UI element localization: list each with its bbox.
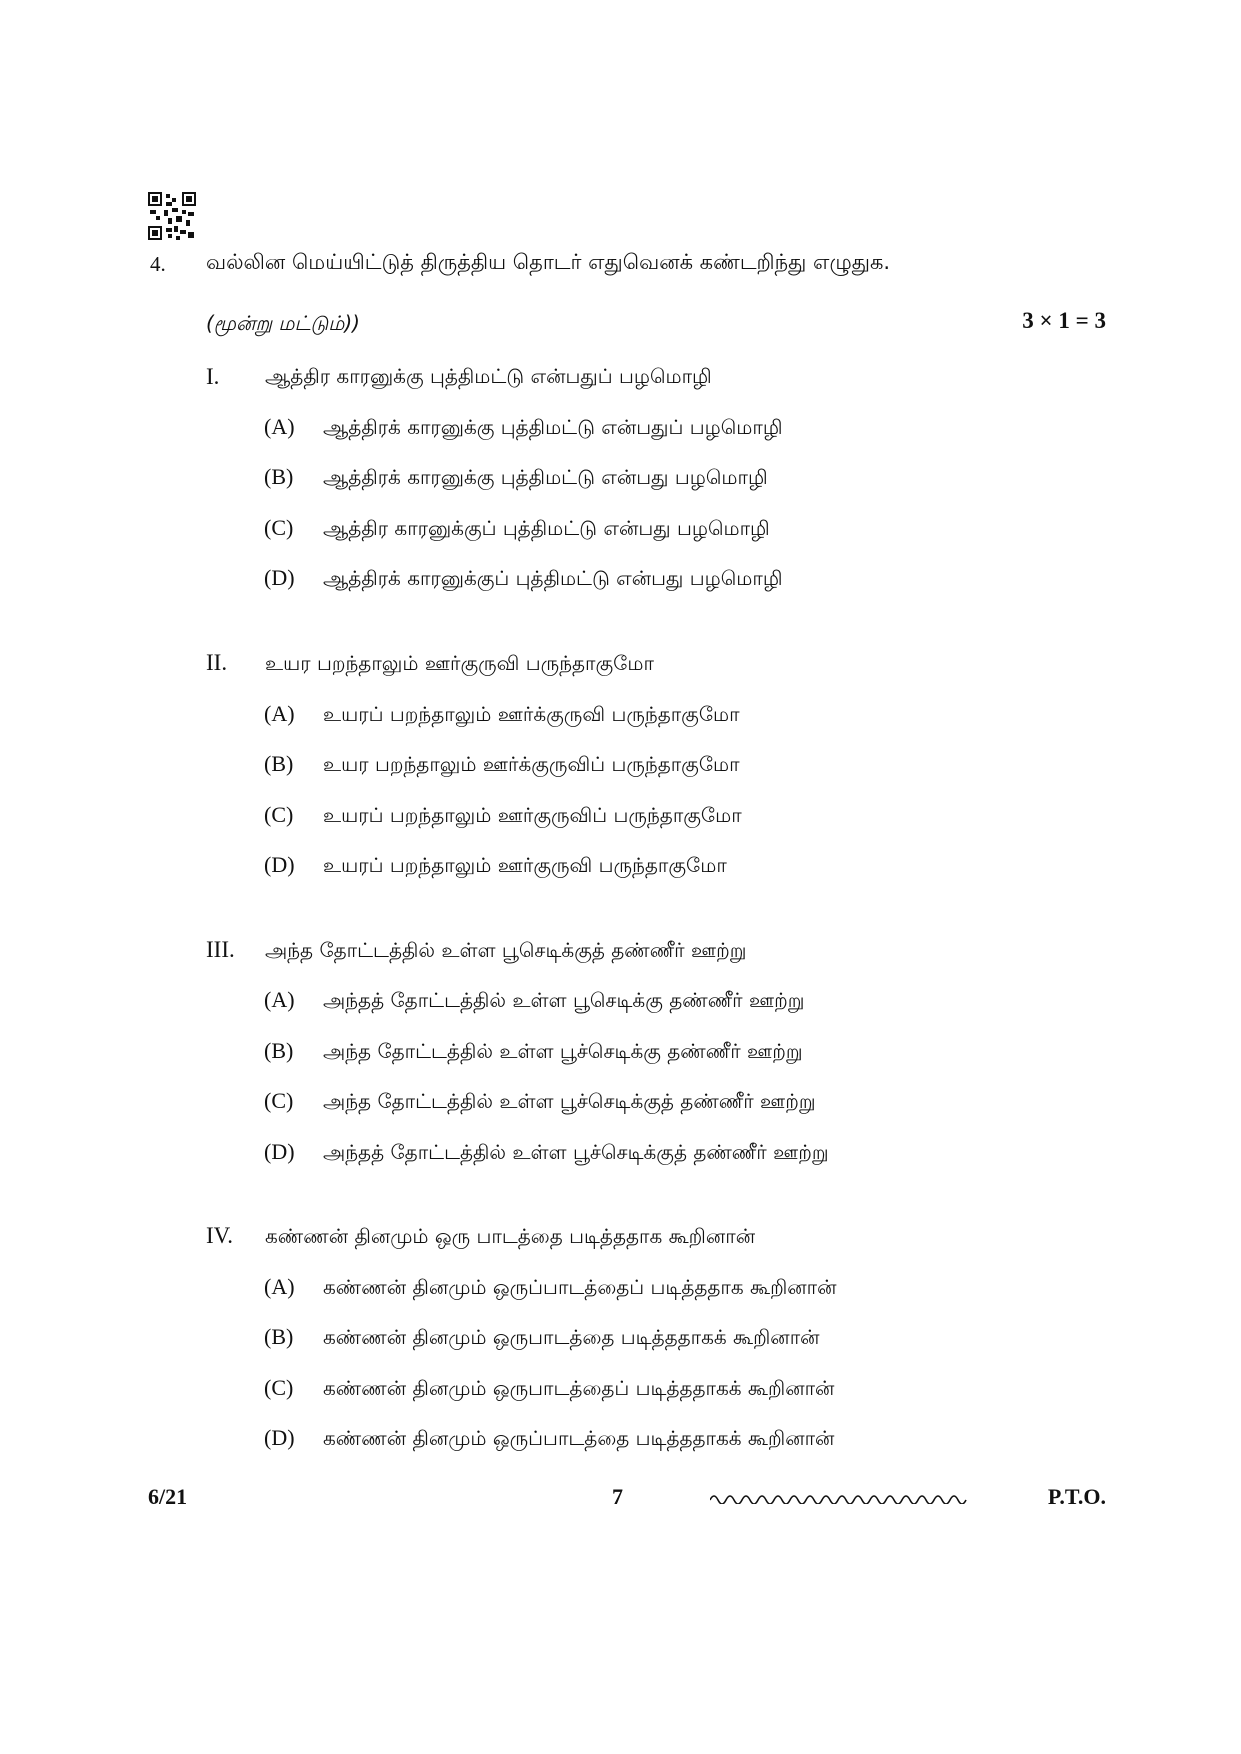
question-note: (மூன்று மட்டும்)): [206, 311, 360, 335]
option-text: ஆத்திரக் காரனுக்கு புத்திமட்டு என்பது பழமொழி: [323, 465, 768, 489]
option-text: உயரப் பறந்தாலும் ஊர்குருவி பருந்தாகுமோ: [323, 853, 727, 877]
option-text: ஆத்திரக் காரனுக்கு புத்திமட்டு என்பதுப் பழமொழி: [323, 415, 783, 439]
paper-code: 6/21: [148, 1484, 188, 1509]
option-text: ஆத்திரக் காரனுக்குப் புத்திமட்டு என்பது பழமொழி: [323, 566, 783, 590]
option-text: அந்த தோட்டத்தில் உள்ள பூச்செடிக்குத் தண்ணீர் ஊற்று: [323, 1089, 816, 1113]
option-letter: (C): [264, 1375, 294, 1400]
option-text: ஆத்திர காரனுக்குப் புத்திமட்டு என்பது பழமொழி: [323, 516, 770, 540]
option-text: உயரப் பறந்தாலும் ஊர்க்குருவி பருந்தாகுமோ: [323, 702, 740, 726]
question-number: 4.: [150, 252, 166, 276]
roman-numeral: I.: [206, 364, 220, 389]
option-letter: (A): [264, 414, 295, 439]
option-letter: (D): [264, 1425, 295, 1450]
option-letter: (D): [264, 565, 295, 590]
option-letter: (C): [264, 1088, 294, 1113]
option-letter: (A): [264, 1274, 295, 1299]
option-text: கண்ணன் தினமும் ஒருபாடத்தை படித்ததாகக் கூறினான்: [323, 1325, 820, 1349]
subquestion-stem: உயர பறந்தாலும் ஊர்குருவி பருந்தாகுமோ: [265, 651, 654, 675]
qr-code-icon: [148, 192, 196, 240]
page-number: 7: [612, 1484, 623, 1509]
roman-numeral: III.: [206, 937, 235, 962]
option-letter: (A): [264, 701, 295, 726]
subquestion-stem: ஆத்திர காரனுக்கு புத்திமட்டு என்பதுப் பழமொழி: [265, 364, 712, 388]
question-text: வல்லின மெய்யிட்டுத் திருத்திய தொடர் எதுவெனக் கண்டறிந்து எழுதுக.: [206, 250, 891, 274]
option-text: கண்ணன் தினமும் ஒருப்பாடத்தை படித்ததாகக் கூறினான்: [323, 1426, 835, 1450]
pto-label: P.T.O.: [1047, 1484, 1106, 1509]
subquestion-stem: கண்ணன் தினமும் ஒரு பாடத்தை படித்ததாக கூறினான்: [265, 1224, 756, 1248]
option-text: அந்தத் தோட்டத்தில் உள்ள பூசெடிக்கு தண்ணீர் ஊற்று: [323, 988, 805, 1012]
subquestion-stem: அந்த தோட்டத்தில் உள்ள பூசெடிக்குத் தண்ணீர் ஊற்று: [265, 938, 747, 962]
option-letter: (C): [264, 515, 294, 540]
option-letter: (A): [264, 987, 295, 1012]
option-letter: (C): [264, 802, 294, 827]
option-text: கண்ணன் தினமும் ஒருப்பாடத்தைப் படித்ததாக கூறினான்: [323, 1275, 837, 1299]
option-letter: (B): [264, 464, 294, 489]
option-text: அந்த தோட்டத்தில் உள்ள பூச்செடிக்கு தண்ணீர் ஊற்று: [323, 1039, 803, 1063]
option-letter: (B): [264, 1038, 294, 1063]
option-text: கண்ணன் தினமும் ஒருபாடத்தைப் படித்ததாகக் கூறினான்: [323, 1376, 835, 1400]
option-letter: (D): [264, 852, 295, 877]
option-text: உயர பறந்தாலும் ஊர்க்குருவிப் பருந்தாகுமோ: [323, 752, 740, 776]
option-text: உயரப் பறந்தாலும் ஊர்குருவிப் பருந்தாகுமோ: [323, 803, 742, 827]
wave-divider-icon: [710, 1490, 968, 1504]
option-letter: (B): [264, 1324, 294, 1349]
option-letter: (B): [264, 751, 294, 776]
option-text: அந்தத் தோட்டத்தில் உள்ள பூச்செடிக்குத் தண்ணீர் ஊற்று: [323, 1140, 829, 1164]
option-letter: (D): [264, 1139, 295, 1164]
marks-label: 3 × 1 = 3: [1022, 308, 1106, 333]
roman-numeral: IV.: [206, 1223, 234, 1248]
roman-numeral: II.: [206, 650, 228, 675]
